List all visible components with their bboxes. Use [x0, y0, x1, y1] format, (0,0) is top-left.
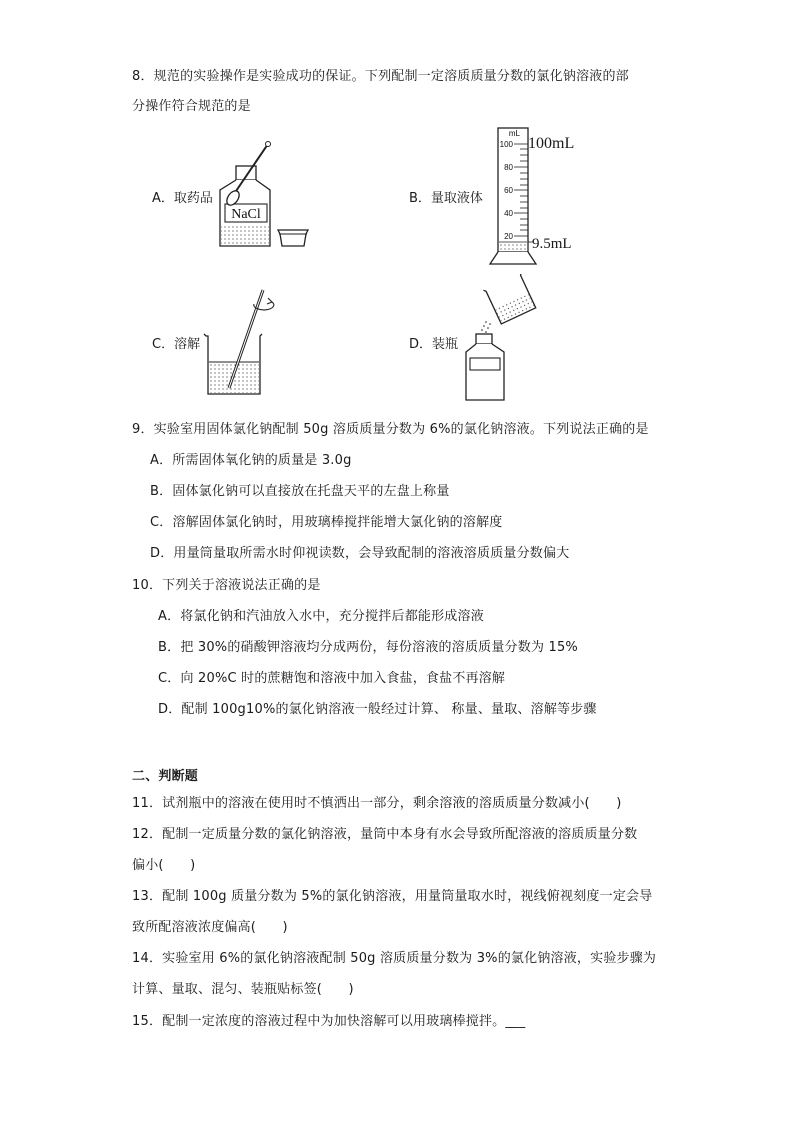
q9-option-c: C．溶解固体氯化钠时，用玻璃棒搅拌能增大氯化钠的溶解度: [150, 515, 503, 530]
q14-line2: 计算、量取、混匀、装瓶贴标签( ): [132, 982, 354, 997]
cylinder-reading: 9.5mL: [532, 236, 572, 252]
q15: 15．配制一定浓度的溶液过程中为加快溶解可以用玻璃棒搅拌。___: [132, 1014, 526, 1029]
q10-option-d: D．配制 100g10%的氯化钠溶液一般经过计算、 称量、量取、溶解等步骤: [158, 702, 597, 717]
nacl-label-text: NaCl: [231, 207, 261, 222]
q8-stem-line1: 8．规范的实验操作是实验成功的保证。下列配制一定溶质质量分数的氯化钠溶液的部: [132, 69, 629, 84]
q9-option-b: B．固体氯化钠可以直接放在托盘天平的左盘上称量: [150, 484, 450, 499]
q9-option-a: A．所需固体氧化钠的质量是 3.0g: [150, 453, 352, 468]
q9-stem: 9．实验室用固体氯化钠配制 50g 溶质质量分数为 6%的氯化钠溶液。下列说法正确的是: [132, 422, 649, 437]
q13-line2: 致所配溶液浓度偏高( ): [132, 920, 288, 935]
q10-stem: 10．下列关于溶液说法正确的是: [132, 578, 321, 593]
tick-label: 40: [504, 209, 513, 218]
tick-label: 80: [504, 163, 513, 172]
reagent-bottle-figure: [212, 138, 312, 250]
cylinder-unit: mL: [508, 129, 520, 138]
q8-option-c-label: C．溶解: [152, 337, 201, 352]
beaker-stirring-figure: [198, 284, 278, 398]
q10-option-b: B．把 30%的硝酸钾溶液均分成两份，每份溶液的溶质质量分数为 15%: [158, 640, 578, 655]
section-title: 二、判断题: [132, 769, 199, 784]
q12-line1: 12．配制一定质量分数的氯化钠溶液，量筒中本身有水会导致所配溶液的溶质质量分数: [132, 827, 638, 842]
q8-stem-line2: 分操作符合规范的是: [132, 99, 251, 114]
pouring-bottle-figure: [460, 274, 540, 404]
tick-label: 60: [504, 186, 513, 195]
q14-line1: 14．实验室用 6%的氯化钠溶液配制 50g 溶质质量分数为 3%的氯化钠溶液，实验步骤为: [132, 951, 657, 966]
q10-option-a: A．将氯化钠和汽油放入水中，充分搅拌后都能形成溶液: [158, 609, 484, 624]
q9-option-d: D．用量筒量取所需水时仰视读数，会导致配制的溶液溶质质量分数偏大: [150, 546, 570, 561]
q13-line1: 13．配制 100g 质量分数为 5%的氯化钠溶液，用量筒量取水时，视线俯视刻度一定会导: [132, 889, 653, 904]
tick-label: 100: [499, 140, 513, 149]
q8-option-b-label: B．量取液体: [409, 191, 483, 206]
q12-line2: 偏小( ): [132, 858, 196, 873]
q10-option-c: C．向 20%C 时的蔗糖饱和溶液中加入食盐，食盐不再溶解: [158, 671, 506, 686]
q11: 11．试剂瓶中的溶液在使用时不慎洒出一部分，剩余溶液的溶质质量分数减小( ): [132, 796, 622, 811]
tick-label: 20: [504, 232, 513, 241]
q8-option-d-label: D．装瓶: [409, 337, 459, 352]
cylinder-top-note: 100mL: [528, 135, 575, 152]
q8-option-a-label: A．取药品: [152, 191, 213, 206]
